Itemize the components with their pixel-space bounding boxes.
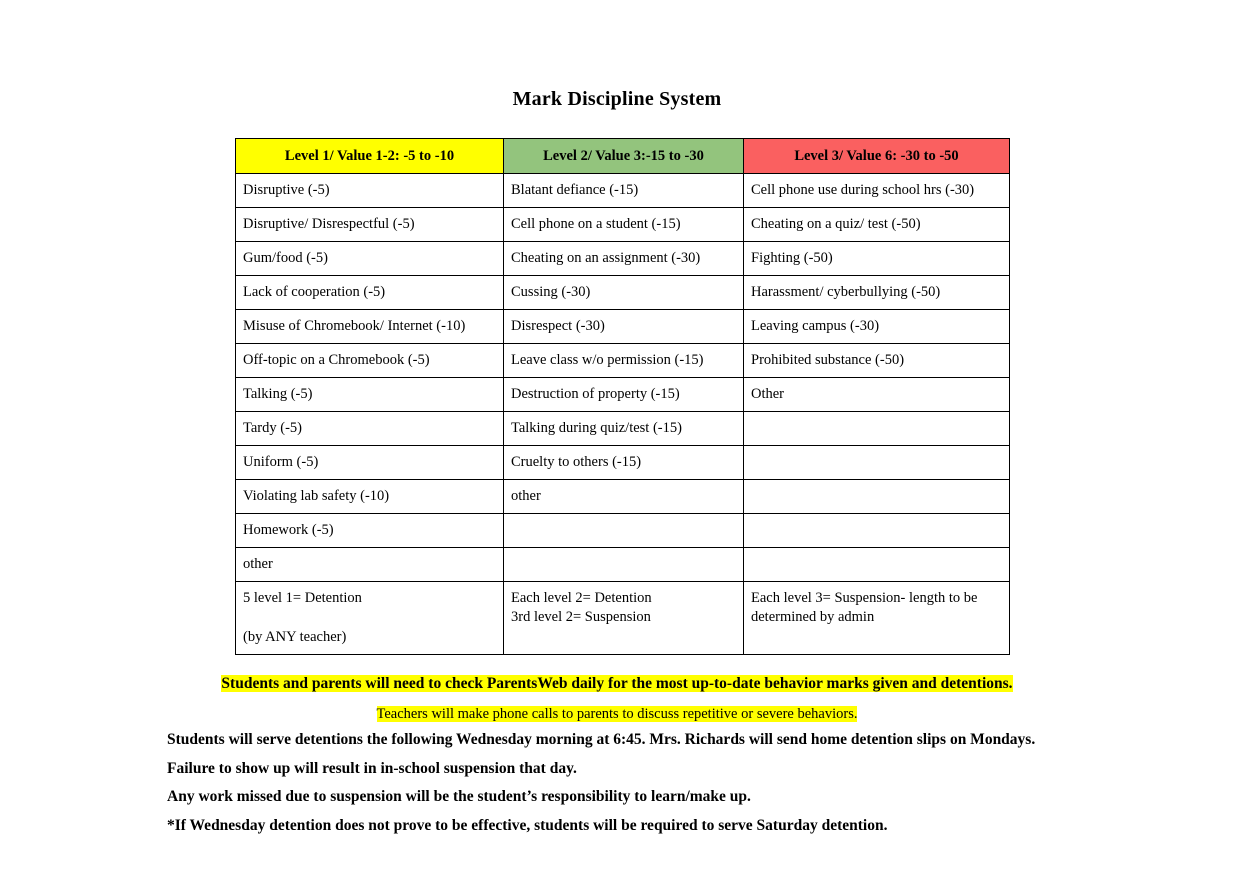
cell-level-3	[744, 548, 1010, 582]
table-row	[236, 446, 1010, 480]
cell-level-1: Uniform (-5)	[236, 446, 504, 480]
table-summary-row	[236, 582, 1010, 655]
discipline-table-container	[235, 138, 1009, 655]
summary-level-1-line-1: 5 level 1= Detention	[243, 590, 362, 607]
cell-level-2: Cheating on an assignment (-30)	[504, 242, 744, 276]
table-row	[236, 514, 1010, 548]
highlighted-notes	[0, 672, 1234, 727]
cell-level-3	[744, 514, 1010, 548]
cell-level-3: Fighting (-50)	[744, 242, 1010, 276]
table-header-row	[236, 139, 1010, 174]
cell-level-2: Cruelty to others (-15)	[504, 446, 744, 480]
footer-line-missed-work: Any work missed due to suspension will be the student’s responsibility to learn/make up.	[167, 788, 751, 805]
note-phone-calls	[0, 702, 1234, 727]
cell-level-3: Cell phone use during school hrs (-30)	[744, 174, 1010, 208]
summary-spacer	[243, 608, 496, 628]
cell-level-1: Lack of cooperation (-5)	[236, 276, 504, 310]
footer-line-saturday-detention: *If Wednesday detention does not prove to be effective, students will be required to serve Saturday detention.	[167, 816, 888, 834]
column-header-level-2: Level 2/ Value 3:-15 to -30	[504, 139, 744, 174]
note-phone-calls-text: Teachers will make phone calls to parents to discuss repetitive or severe behaviors.	[376, 705, 858, 722]
cell-level-2: Cell phone on a student (-15)	[504, 208, 744, 242]
note-parentsweb	[0, 672, 1234, 697]
cell-level-2: Talking during quiz/test (-15)	[504, 412, 744, 446]
cell-level-3: Leaving campus (-30)	[744, 310, 1010, 344]
footer-line-failure-to-show: Failure to show up will result in in-school suspension that day.	[167, 759, 577, 777]
cell-level-3: Prohibited substance (-50)	[744, 344, 1010, 378]
summary-cell-level-3	[744, 582, 1010, 655]
table-row	[236, 174, 1010, 208]
table-row	[236, 310, 1010, 344]
cell-level-3	[744, 412, 1010, 446]
table-row	[236, 548, 1010, 582]
cell-level-2: Cussing (-30)	[504, 276, 744, 310]
cell-level-2	[504, 514, 744, 548]
discipline-table	[235, 138, 1010, 655]
column-header-level-1: Level 1/ Value 1-2: -5 to -10	[236, 139, 504, 174]
cell-level-1: other	[236, 548, 504, 582]
cell-level-1: Gum/food (-5)	[236, 242, 504, 276]
summary-cell-level-2	[504, 582, 744, 655]
cell-level-1: Violating lab safety (-10)	[236, 480, 504, 514]
footer-line-detention-schedule: Students will serve detentions the following Wednesday morning at 6:45. Mrs. Richards will send home detention slips on Mondays.	[167, 731, 1036, 748]
table-row	[236, 480, 1010, 514]
cell-level-1: Off-topic on a Chromebook (-5)	[236, 344, 504, 378]
column-header-level-3: Level 3/ Value 6: -30 to -50	[744, 139, 1010, 174]
table-header	[236, 139, 1010, 174]
note-parentsweb-text: Students and parents will need to check ParentsWeb daily for the most up-to-date behavior marks given and detentions.	[221, 675, 1013, 692]
cell-level-3	[744, 446, 1010, 480]
cell-level-3: Other	[744, 378, 1010, 412]
cell-level-2: Destruction of property (-15)	[504, 378, 744, 412]
cell-level-2	[504, 548, 744, 582]
cell-level-3: Cheating on a quiz/ test (-50)	[744, 208, 1010, 242]
cell-level-1: Misuse of Chromebook/ Internet (-10)	[236, 310, 504, 344]
cell-level-2: Blatant defiance (-15)	[504, 174, 744, 208]
table-row	[236, 344, 1010, 378]
cell-level-1: Disruptive/ Disrespectful (-5)	[236, 208, 504, 242]
cell-level-2: Leave class w/o permission (-15)	[504, 344, 744, 378]
cell-level-1: Talking (-5)	[236, 378, 504, 412]
summary-level-1-line-2: (by ANY teacher)	[243, 628, 347, 645]
table-body	[236, 174, 1010, 655]
table-row	[236, 412, 1010, 446]
cell-level-3: Harassment/ cyberbullying (-50)	[744, 276, 1010, 310]
summary-level-2-line-1: Each level 2= Detention	[511, 590, 652, 607]
cell-level-2: Disrespect (-30)	[504, 310, 744, 344]
summary-cell-level-1	[236, 582, 504, 655]
cell-level-3	[744, 480, 1010, 514]
table-row	[236, 378, 1010, 412]
summary-level-3-line-2: determined by admin	[751, 608, 875, 625]
page-title: Mark Discipline System	[512, 88, 722, 110]
summary-level-2-line-2: 3rd level 2= Suspension	[511, 608, 651, 625]
table-row	[236, 208, 1010, 242]
cell-level-1: Tardy (-5)	[236, 412, 504, 446]
cell-level-2: other	[504, 480, 744, 514]
table-row	[236, 242, 1010, 276]
table-row	[236, 276, 1010, 310]
footer-policy-text	[167, 732, 1127, 833]
cell-level-1: Homework (-5)	[236, 514, 504, 548]
summary-level-3-line-1: Each level 3= Suspension- length to be	[751, 590, 978, 607]
cell-level-1: Disruptive (-5)	[236, 174, 504, 208]
